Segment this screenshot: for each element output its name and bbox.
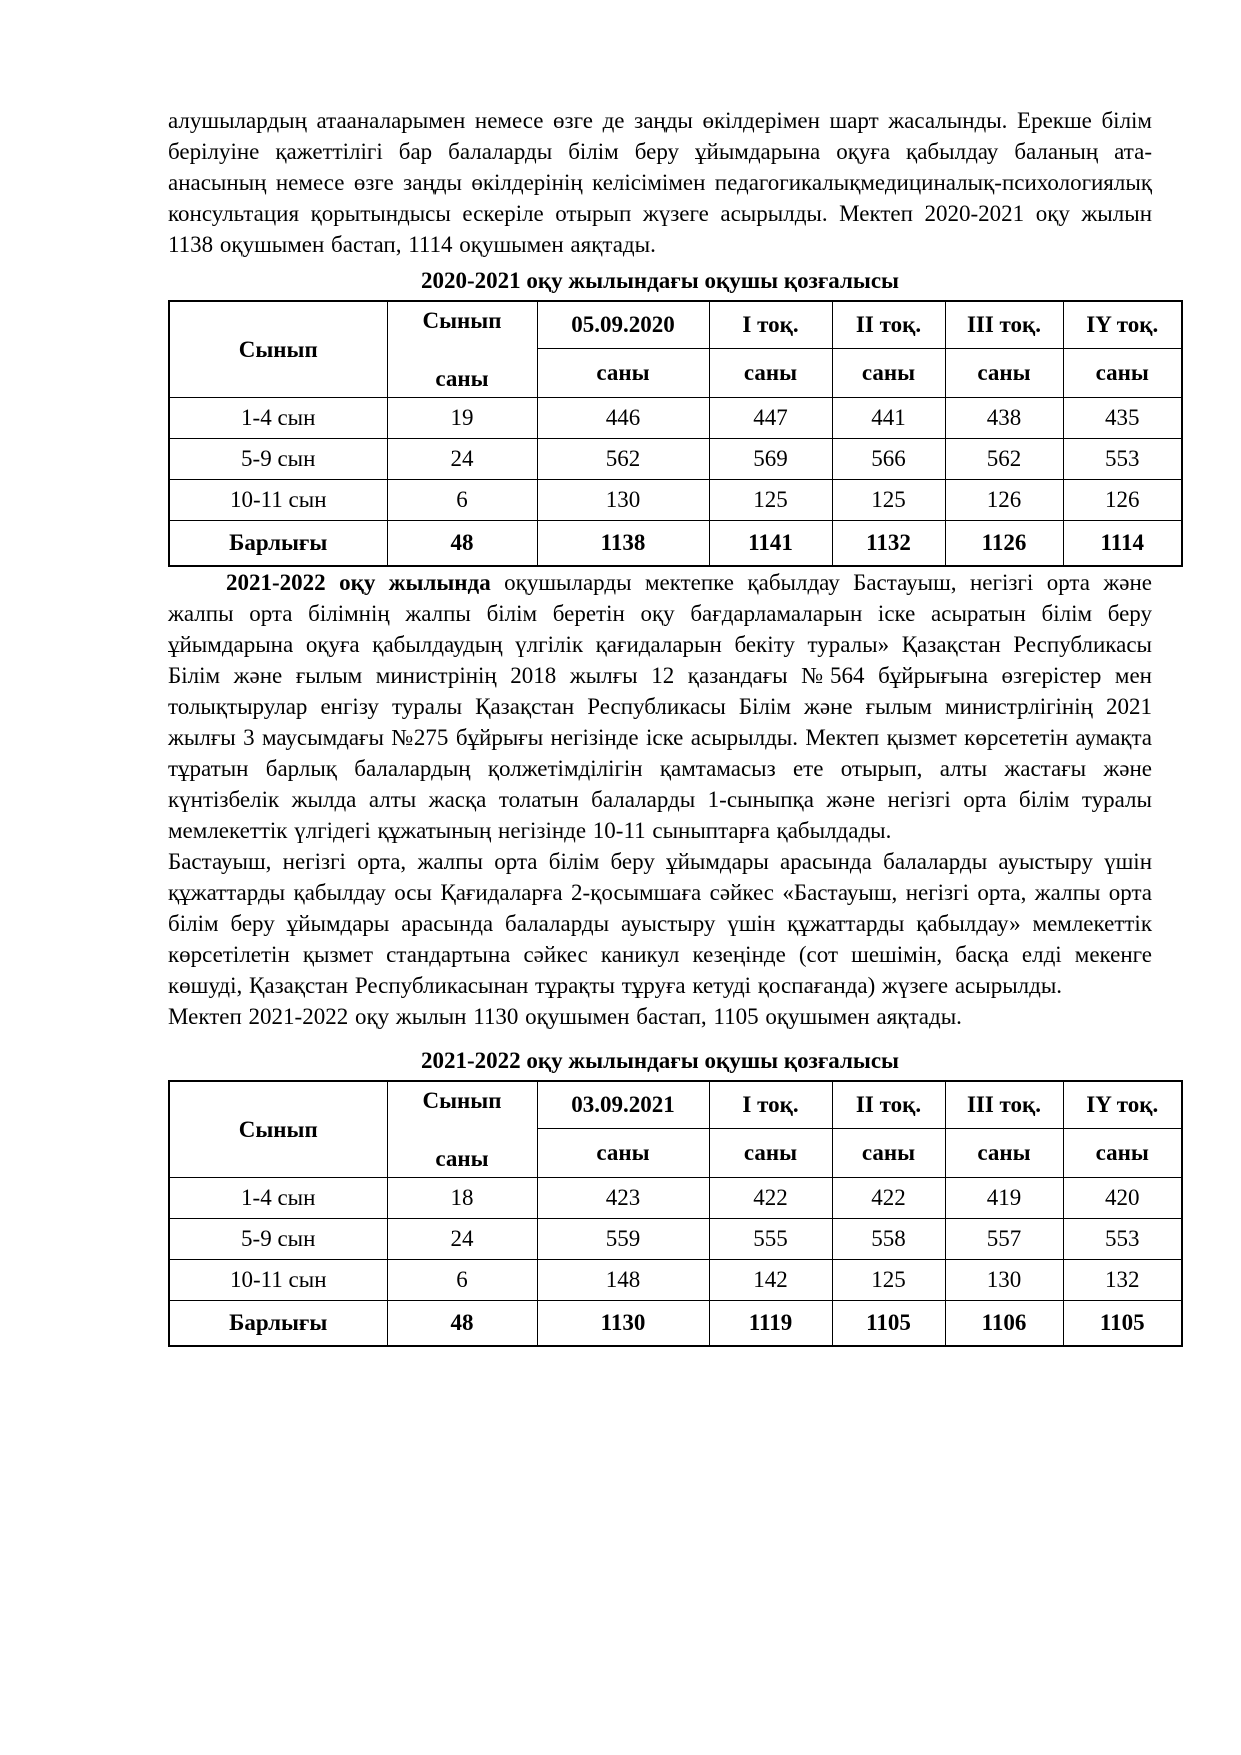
paragraph-bold-lead: 2021-2022 оқу жылында — [226, 570, 491, 595]
total-cell: 1105 — [832, 1301, 945, 1347]
column-header-quarter-2: II тоқ. — [832, 1081, 945, 1129]
subheader-count-q4: саны — [1063, 1129, 1182, 1178]
class-count-label-bottom: саны — [435, 1145, 489, 1171]
table-cell: 422 — [709, 1178, 832, 1219]
column-header-quarter-4: IY тоқ. — [1063, 301, 1182, 349]
table-cell: 6 — [387, 480, 537, 521]
subheader-count-q2: саны — [832, 1129, 945, 1178]
column-header-quarter-2: II тоқ. — [832, 301, 945, 349]
table-cell: 19 — [387, 398, 537, 439]
column-header-class: Сынып — [169, 1081, 387, 1178]
table-cell: 6 — [387, 1260, 537, 1301]
text-column — [168, 105, 1152, 296]
total-cell: 1105 — [1063, 1301, 1182, 1347]
total-cell: 1132 — [832, 521, 945, 567]
table-cell: 569 — [709, 439, 832, 480]
total-cell: 1126 — [945, 521, 1063, 567]
subheader-count-date: саны — [537, 349, 709, 398]
paragraph-transfer-rules: Бастауыш, негізгі орта, жалпы орта білім беру ұйымдары арасында балаларды ауыстыру үшін құжаттарды қабылдау осы Қағидаларға 2-қосымшаға сәйкес «Бастауыш, негізгі орта, жалпы орта білім беру ұйымдары арасында балаларды ауыстыру үшін құжаттарды қабылдау» мемлекеттік көрсетілетін қызмет стандартына сәйкес каникул кезеңінде (сот шешімін, басқа елді мекенге көшуді, Қазақстан Республикасынан тұрақты тұруға кетуді қоспағанда) жүзеге асырылды. — [168, 849, 1152, 998]
total-cell: 1141 — [709, 521, 832, 567]
table-header-row — [169, 1081, 1182, 1129]
table-row-grades-1-4 — [169, 1178, 1182, 1219]
subheader-count-date: саны — [537, 1129, 709, 1178]
table-cell: 125 — [709, 480, 832, 521]
table-cell: 566 — [832, 439, 945, 480]
column-header-quarter-3: III тоқ. — [945, 1081, 1063, 1129]
table-cell: 555 — [709, 1219, 832, 1260]
column-header-class-count — [387, 301, 537, 398]
text-column-2 — [168, 567, 1152, 1076]
table-cell: 126 — [1063, 480, 1182, 521]
column-header-quarter-4: IY тоқ. — [1063, 1081, 1182, 1129]
table-cell: 130 — [945, 1260, 1063, 1301]
row-label: 10-11 сын — [169, 480, 387, 521]
movement-table-2020-2021 — [168, 300, 1183, 567]
total-label: Барлығы — [169, 1301, 387, 1347]
table-cell: 18 — [387, 1178, 537, 1219]
row-label: 10-11 сын — [169, 1260, 387, 1301]
table-cell: 562 — [537, 439, 709, 480]
total-cell: 1106 — [945, 1301, 1063, 1347]
table-cell: 438 — [945, 398, 1063, 439]
table-cell: 447 — [709, 398, 832, 439]
table-cell: 125 — [832, 1260, 945, 1301]
table-cell: 553 — [1063, 439, 1182, 480]
table-cell: 553 — [1063, 1219, 1182, 1260]
total-cell: 48 — [387, 521, 537, 567]
column-header-class-count — [387, 1081, 537, 1178]
column-header-quarter-1: I тоқ. — [709, 1081, 832, 1129]
class-count-label-top: Сынып — [422, 1087, 502, 1113]
table-row-grades-1-4 — [169, 398, 1182, 439]
table-cell: 562 — [945, 439, 1063, 480]
table-header-row — [169, 301, 1182, 349]
subheader-count-q1: саны — [709, 1129, 832, 1178]
table-cell: 559 — [537, 1219, 709, 1260]
table-cell: 558 — [832, 1219, 945, 1260]
subheader-count-q3: саны — [945, 349, 1063, 398]
table-cell: 441 — [832, 398, 945, 439]
paragraph-2021-2022-totals: Мектеп 2021-2022 оқу жылын 1130 оқушымен бастап, 1105 оқушымен аяқтады. — [168, 1004, 962, 1029]
table-cell: 420 — [1063, 1178, 1182, 1219]
table-title-2020-2021: 2020-2021 оқу жылындағы оқушы қозғалысы — [421, 268, 899, 293]
paragraph-enrollment-contract: алушылардың атааналарымен немесе өзге де заңды өкілдерімен шарт жасалынды. Ерекше білім берілуіне қажеттілігі бар балаларды білім беру ұйымдарына оқуға қабылдау баланың ата-анасының немесе өзге заңды өкілдерінің келісімімен педагогикалықмедициналық-психологиялық консультация қорытындысы ескеріле отырып жүзеге асырылды. Мектеп 2020-2021 оқу жылын 1138 оқушымен бастап, 1114 оқушымен аяқтады. — [168, 108, 1152, 257]
column-header-quarter-3: III тоқ. — [945, 301, 1063, 349]
table-row-grades-5-9 — [169, 439, 1182, 480]
table-cell: 24 — [387, 1219, 537, 1260]
table-title-2021-2022: 2021-2022 оқу жылындағы оқушы қозғалысы — [421, 1048, 899, 1073]
table-row-grades-10-11 — [169, 480, 1182, 521]
class-count-label-bottom: саны — [435, 365, 489, 391]
movement-table-2021-2022 — [168, 1080, 1183, 1347]
row-label: 1-4 сын — [169, 1178, 387, 1219]
table-cell: 130 — [537, 480, 709, 521]
table-cell: 132 — [1063, 1260, 1182, 1301]
table-cell: 557 — [945, 1219, 1063, 1260]
total-cell: 1114 — [1063, 521, 1182, 567]
table-cell: 435 — [1063, 398, 1182, 439]
table-row-grades-10-11 — [169, 1260, 1182, 1301]
column-header-date: 03.09.2021 — [537, 1081, 709, 1129]
table-row-total — [169, 521, 1182, 567]
table-row-total — [169, 1301, 1182, 1347]
table-cell: 148 — [537, 1260, 709, 1301]
column-header-quarter-1: I тоқ. — [709, 301, 832, 349]
table-cell: 423 — [537, 1178, 709, 1219]
subheader-count-q3: саны — [945, 1129, 1063, 1178]
table-cell: 142 — [709, 1260, 832, 1301]
row-label: 5-9 сын — [169, 439, 387, 480]
table-cell: 126 — [945, 480, 1063, 521]
total-cell: 1138 — [537, 521, 709, 567]
total-cell: 1130 — [537, 1301, 709, 1347]
table-cell: 446 — [537, 398, 709, 439]
subheader-count-q1: саны — [709, 349, 832, 398]
paragraph-2021-2022-admission — [168, 567, 1152, 846]
table-cell: 24 — [387, 439, 537, 480]
table-cell: 422 — [832, 1178, 945, 1219]
table-cell: 125 — [832, 480, 945, 521]
class-count-label-top: Сынып — [422, 307, 502, 333]
column-header-date: 05.09.2020 — [537, 301, 709, 349]
total-cell: 48 — [387, 1301, 537, 1347]
total-cell: 1119 — [709, 1301, 832, 1347]
table-row-grades-5-9 — [169, 1219, 1182, 1260]
subheader-count-q4: саны — [1063, 349, 1182, 398]
paragraph-body-text: оқушыларды мектепке қабылдау Бастауыш, негізгі орта және жалпы орта білімнің жалпы білім беретін оқу бағдарламаларын іске асыратын білім беру ұйымдарына оқуға қабылдаудың үлгілік қағидаларын бекіту туралы» Қазақстан Республикасы Білім және ғылым министрінің 2018 жылғы 12 қазандағы №564 бұйрығына өзгерістер мен толықтырулар енгізу туралы Қазақстан Республикасы Білім және ғылым министрлігінің 2021 жылғы 3 маусымдағы №275 бұйрығы негізінде іске асырылды. Мектеп қызмет көрсететін аумақта тұратын барлық балалардың қолжетімділігін қамтамасыз ете отырып, алты жастағы және күнтізбелік жылда алты жасқа толатын балаларды 1-сыныпқа және негізгі орта білім туралы мемлекеттік үлгідегі құжатының негізінде 10-11 сыныптарға қабылдады. — [168, 570, 1152, 843]
row-label: 5-9 сын — [169, 1219, 387, 1260]
table-cell: 419 — [945, 1178, 1063, 1219]
row-label: 1-4 сын — [169, 398, 387, 439]
total-label: Барлығы — [169, 521, 387, 567]
column-header-class: Сынып — [169, 301, 387, 398]
subheader-count-q2: саны — [832, 349, 945, 398]
